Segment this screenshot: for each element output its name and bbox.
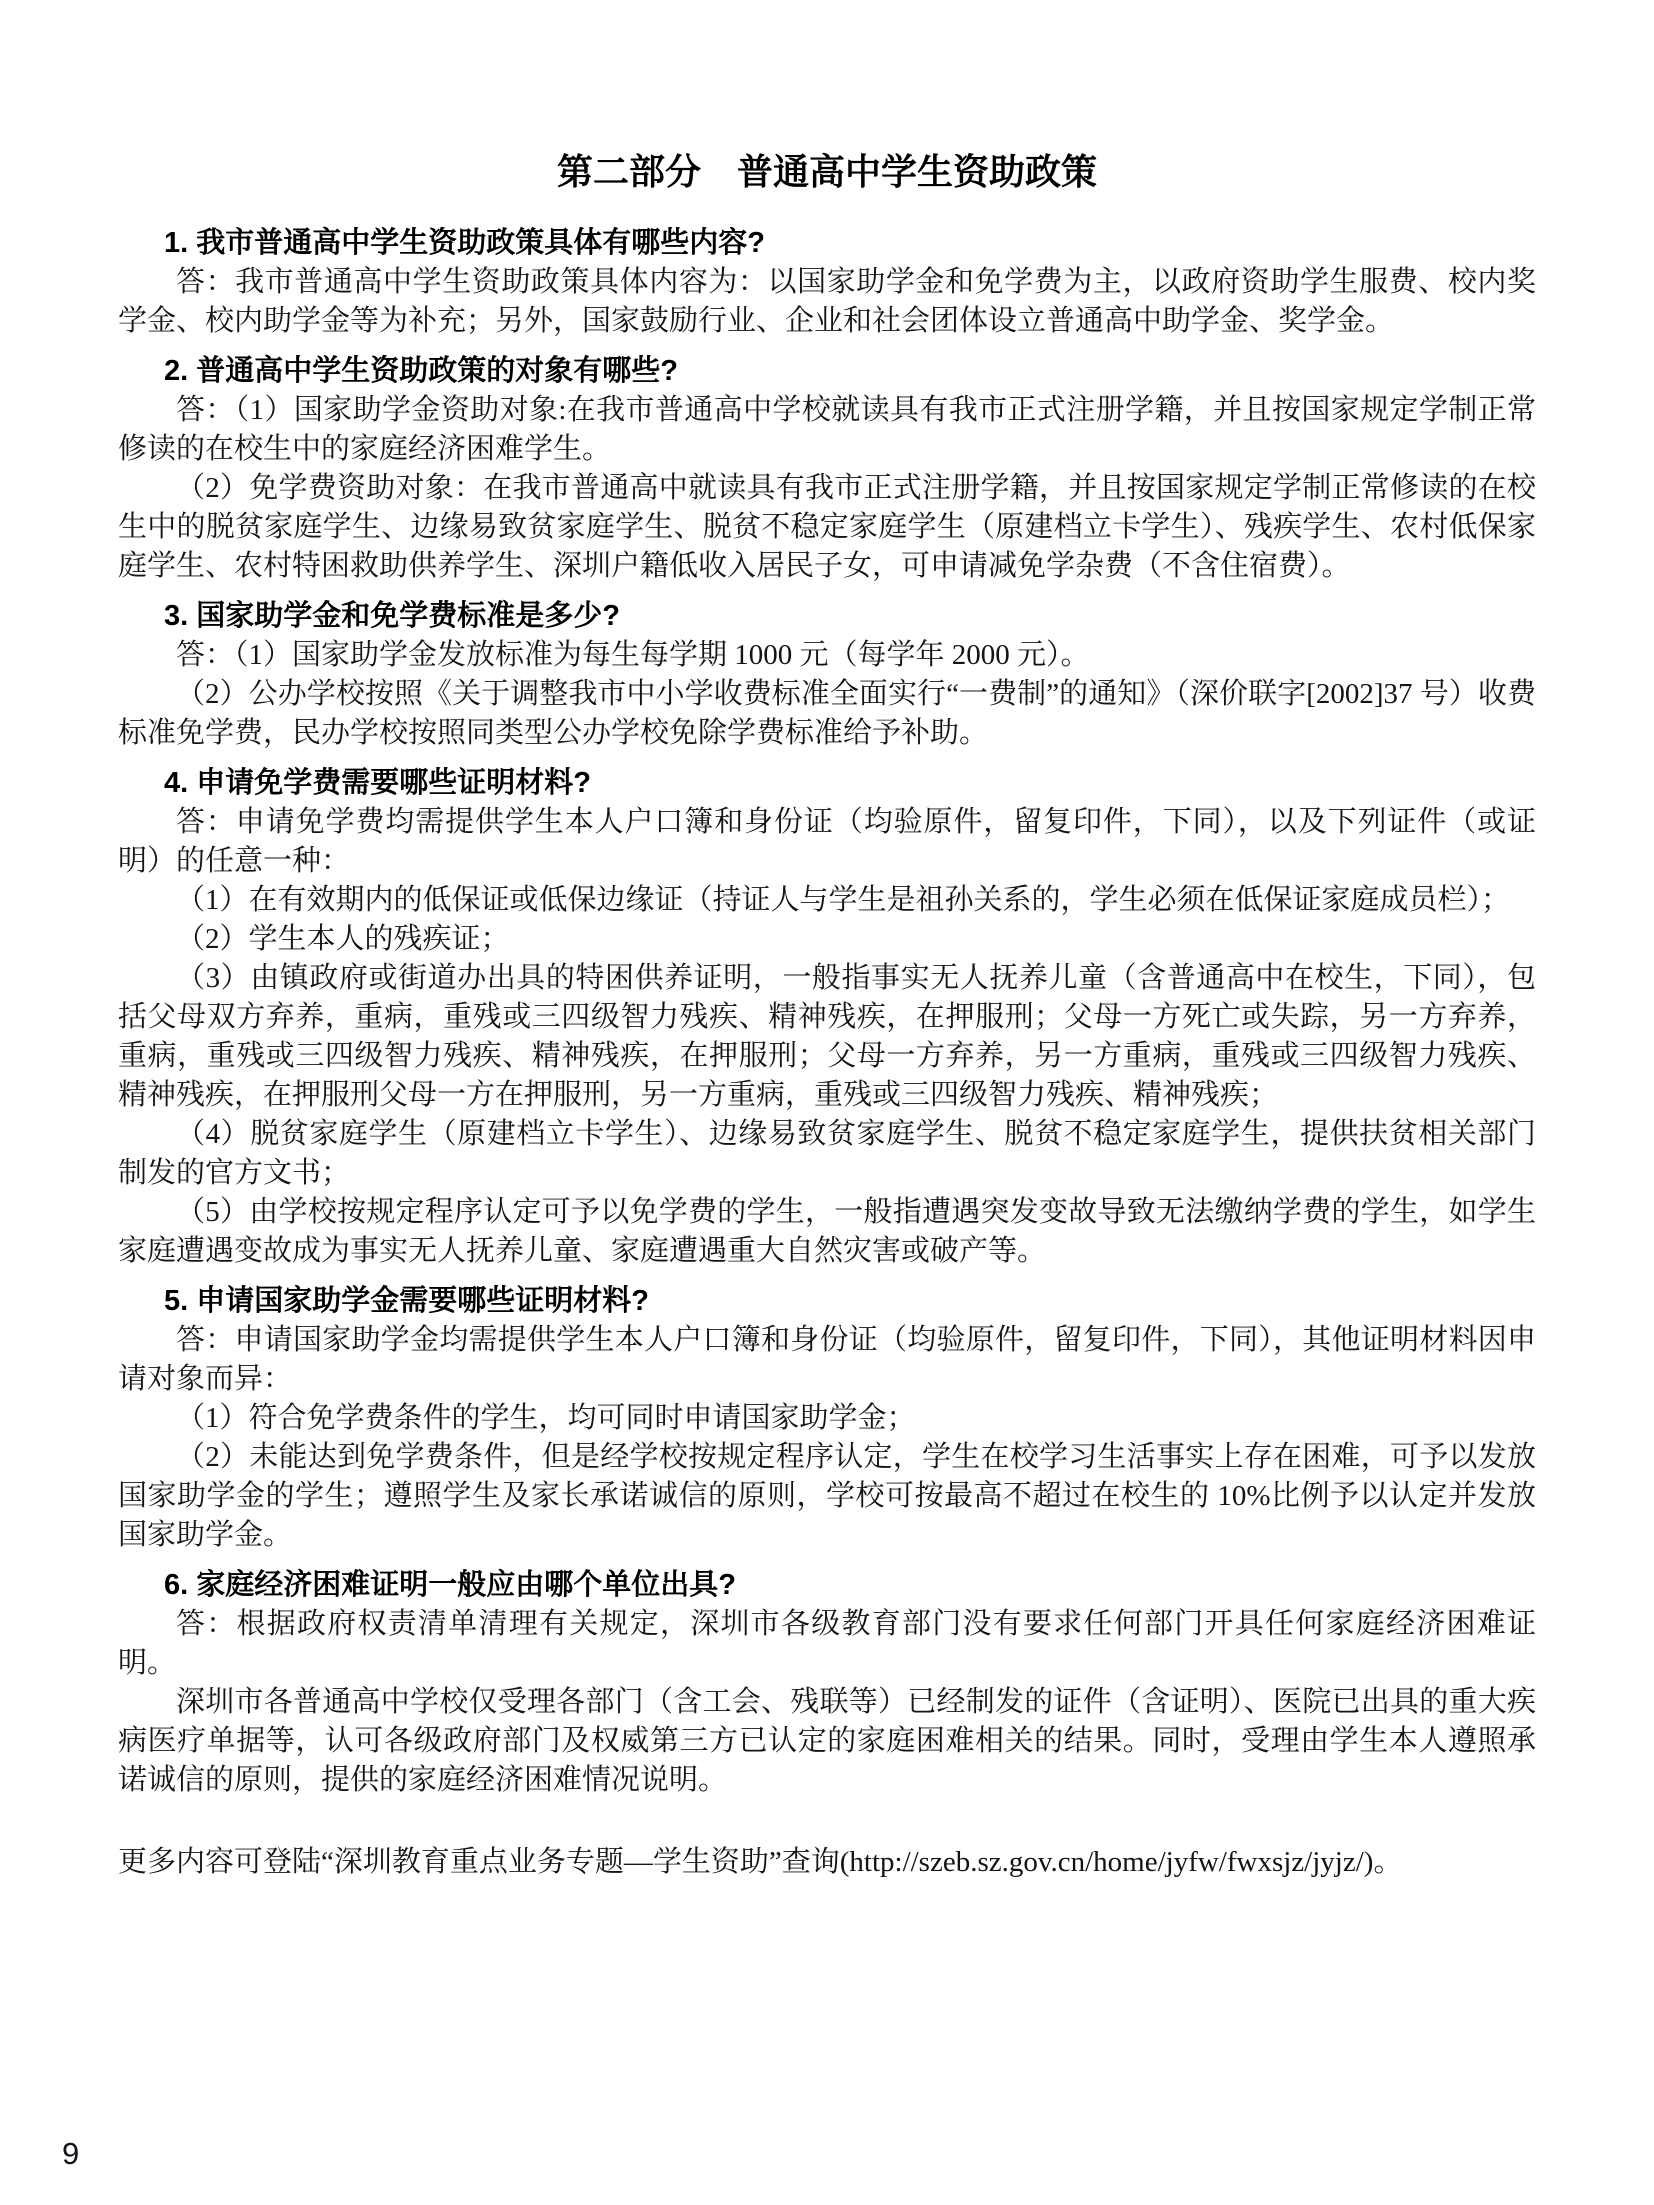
question-heading: 2. 普通高中学生资助政策的对象有哪些? xyxy=(164,355,678,387)
answer-paragraph: 答：根据政府权责清单清理有关规定，深圳市各级教育部门没有要求任何部门开具任何家庭经济困难证明。 xyxy=(118,1608,1536,1679)
answer-paragraph: （1）符合免学费条件的学生，均可同时申请国家助学金； xyxy=(176,1402,916,1434)
answer-paragraph: 深圳市各普通高中学校仅受理各部门（含工会、残联等）已经制发的证件（含证明）、医院已出具的重大疾病医疗单据等，认可各级政府部门及权威第三方已认定的家庭困难相关的结果。同时，受理由学生本人遵照承诺诚信的原则，提供的家庭经济困难情况说明。 xyxy=(118,1686,1536,1796)
qa-section-4 xyxy=(118,764,1536,1271)
footer-link-note: 更多内容可登陆“深圳教育重点业务专题—学生资助”查询(http://szeb.sz.gov.cn/home/jyfw/fwxsjz/jyjz/)。 xyxy=(118,1846,1403,1878)
page-number: 9 xyxy=(62,2136,80,2171)
qa-section-2 xyxy=(118,352,1536,586)
qa-section-1 xyxy=(118,224,1536,341)
question-heading: 1. 我市普通高中学生资助政策具体有哪些内容? xyxy=(164,227,765,259)
qa-section-6 xyxy=(118,1566,1536,1800)
answer-paragraph: （2）未能达到免学费条件，但是经学校按规定程序认定，学生在校学习生活事实上存在困难，可予以发放国家助学金的学生；遵照学生及家长承诺诚信的原则，学校可按最高不超过在校生的 10%比例予以认定并发放国家助学金。 xyxy=(118,1441,1536,1551)
answer-paragraph: 答：（1）国家助学金资助对象:在我市普通高中学校就读具有我市正式注册学籍，并且按国家规定学制正常修读的在校生中的家庭经济困难学生。 xyxy=(118,394,1536,465)
answer-paragraph: （2）免学费资助对象：在我市普通高中就读具有我市正式注册学籍，并且按国家规定学制正常修读的在校生中的脱贫家庭学生、边缘易致贫家庭学生、脱贫不稳定家庭学生（原建档立卡学生）、残疾学生、农村低保家庭学生、农村特困救助供养学生、深圳户籍低收入居民子女，可申请减免学杂费（不含住宿费）。 xyxy=(118,472,1536,582)
answer-paragraph: 答：申请免学费均需提供学生本人户口簿和身份证（均验原件，留复印件，下同），以及下列证件（或证明）的任意一种： xyxy=(118,806,1536,877)
answer-paragraph: （4）脱贫家庭学生（原建档立卡学生）、边缘易致贫家庭学生、脱贫不稳定家庭学生，提供扶贫相关部门制发的官方文书； xyxy=(118,1118,1536,1189)
question-heading: 3. 国家助学金和免学费标准是多少? xyxy=(164,600,620,632)
answer-paragraph: （2）学生本人的残疾证； xyxy=(176,923,510,955)
qa-section-3 xyxy=(118,597,1536,753)
page-title: 第二部分 普通高中学生资助政策 xyxy=(556,151,1097,192)
answer-paragraph: （2）公办学校按照《关于调整我市中小学收费标准全面实行“一费制”的通知》（深价联字[2002]37 号）收费标准免学费，民办学校按照同类型公办学校免除学费标准给予补助。 xyxy=(118,678,1536,749)
answer-paragraph: 答：我市普通高中学生资助政策具体内容为：以国家助学金和免学费为主，以政府资助学生服费、校内奖学金、校内助学金等为补充；另外，国家鼓励行业、企业和社会团体设立普通高中助学金、奖学金。 xyxy=(118,266,1536,337)
question-heading: 4. 申请免学费需要哪些证明材料? xyxy=(164,767,591,799)
question-heading: 5. 申请国家助学金需要哪些证明材料? xyxy=(164,1285,649,1317)
answer-paragraph: （1）在有效期内的低保证或低保边缘证（持证人与学生是祖孙关系的，学生必须在低保证家庭成员栏）； xyxy=(176,884,1511,916)
answer-paragraph: 答：申请国家助学金均需提供学生本人户口簿和身份证（均验原件，留复印件，下同），其他证明材料因申请对象而异： xyxy=(118,1324,1536,1395)
qa-section-5 xyxy=(118,1282,1536,1555)
question-heading: 6. 家庭经济困难证明一般应由哪个单位出具? xyxy=(164,1569,736,1601)
answer-paragraph: 答：（1）国家助学金发放标准为每生每学期 1000 元（每学年 2000 元）。 xyxy=(176,639,1090,671)
answer-paragraph: （3）由镇政府或街道办出具的特困供养证明，一般指事实无人抚养儿童（含普通高中在校生，下同），包括父母双方弃养，重病，重残或三四级智力残疾、精神残疾，在押服刑；父母一方死亡或失踪，另一方弃养，重病，重残或三四级智力残疾、精神残疾，在押服刑；父母一方弃养，另一方重病，重残或三四级智力残疾、精神残疾，在押服刑父母一方在押服刑，另一方重病，重残或三四级智力残疾、精神残疾； xyxy=(118,962,1536,1111)
answer-paragraph: （5）由学校按规定程序认定可予以免学费的学生，一般指遭遇突发变故导致无法缴纳学费的学生，如学生家庭遭遇变故成为事实无人抚养儿童、家庭遭遇重大自然灾害或破产等。 xyxy=(118,1196,1536,1267)
